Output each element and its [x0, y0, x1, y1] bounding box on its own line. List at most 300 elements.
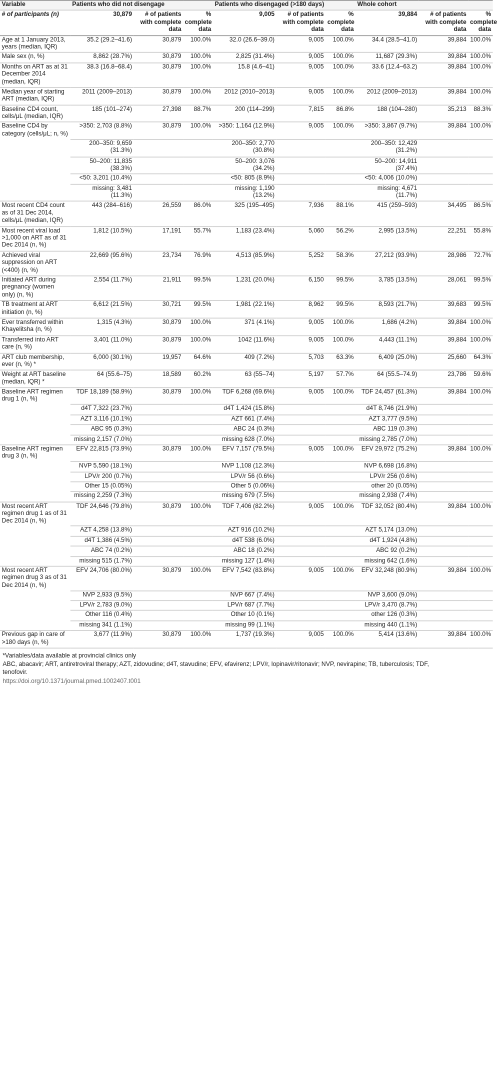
cell-complete-count: 30,879	[134, 335, 183, 352]
cell-complete-count: 35,213	[419, 105, 468, 122]
cell-complete-count: 5,252	[276, 251, 325, 276]
cell-complete-pct: 100.0%	[183, 87, 213, 104]
cell-complete-pct	[468, 472, 493, 482]
table-row	[0, 445, 493, 462]
cell-complete-count	[419, 462, 468, 472]
table-row	[0, 301, 493, 318]
cell-complete-count	[276, 611, 325, 621]
cell-complete-count: 7,815	[276, 105, 325, 122]
cell-complete-pct	[326, 482, 356, 492]
complete-label-disengaged: # of patients with complete data	[276, 10, 325, 35]
table-row	[0, 251, 493, 276]
cell-complete-pct: 100.0%	[326, 388, 356, 405]
cell-value: 15.8 (4.6–41)	[213, 63, 276, 88]
cell-complete-count: 39,884	[419, 445, 468, 462]
cell-value: EFV 32,248 (80.9%)	[356, 566, 419, 590]
cell-value: LPV/r 687 (7.7%)	[213, 601, 276, 611]
cell-value: Other 15 (0.05%)	[70, 482, 133, 492]
cell-value: 64 (55.5–74.9)	[356, 370, 419, 387]
cell-value: missing 99 (1.1%)	[213, 621, 276, 631]
cell-complete-pct	[326, 435, 356, 445]
cell-complete-count: 30,879	[134, 35, 183, 52]
cell-complete-pct	[468, 526, 493, 536]
cell-value: TDF 24,646 (79.8%)	[70, 502, 133, 526]
cell-complete-count	[419, 472, 468, 482]
table-row	[0, 405, 493, 415]
cell-complete-pct	[468, 482, 493, 492]
row-variable-label: Months on ART as at 31 December 2014 (median, IQR)	[0, 63, 70, 88]
cell-value: missing 2,259 (7.3%)	[70, 492, 133, 502]
cell-complete-count: 5,060	[276, 226, 325, 251]
cell-value: NVP 1,108 (12.3%)	[213, 462, 276, 472]
cell-value: AZT 3,777 (9.5%)	[356, 415, 419, 425]
table-row	[0, 335, 493, 352]
cell-complete-count: 21,911	[134, 276, 183, 301]
cell-value: <50: 805 (8.9%)	[213, 174, 276, 184]
cell-complete-count: 22,251	[419, 226, 468, 251]
cell-complete-count: 30,879	[134, 122, 183, 139]
table-row	[0, 353, 493, 370]
cell-complete-count: 9,005	[276, 335, 325, 352]
cell-complete-pct	[468, 435, 493, 445]
cell-value: 3,677 (11.9%)	[70, 631, 133, 648]
cell-complete-pct: 100.0%	[468, 388, 493, 405]
cell-complete-count	[134, 556, 183, 566]
cell-complete-count: 30,879	[134, 502, 183, 526]
table-row	[0, 482, 493, 492]
cell-complete-count: 30,879	[134, 445, 183, 462]
cell-complete-pct	[326, 492, 356, 502]
cell-complete-pct	[183, 415, 213, 425]
cell-complete-count	[419, 591, 468, 601]
cell-complete-count	[134, 425, 183, 435]
table-row	[0, 63, 493, 88]
cell-complete-pct: 100.0%	[468, 87, 493, 104]
cell-complete-pct	[183, 405, 213, 415]
cell-value: ABC 74 (0.2%)	[70, 546, 133, 556]
cell-value: 1,686 (4.2%)	[356, 318, 419, 335]
cell-complete-pct	[183, 611, 213, 621]
cell-complete-pct: 100.0%	[468, 445, 493, 462]
cell-complete-count	[276, 425, 325, 435]
cell-complete-pct	[183, 184, 213, 201]
row-variable-label: Transferred into ART care (n, %)	[0, 335, 70, 352]
cell-complete-count: 30,879	[134, 566, 183, 590]
cell-complete-count: 30,721	[134, 301, 183, 318]
cell-complete-pct	[183, 556, 213, 566]
row-variable-label: Median year of starting ART (median, IQR)	[0, 87, 70, 104]
cell-value: 35.2 (29.2–41.6)	[70, 35, 133, 52]
cell-complete-pct: 100.0%	[468, 502, 493, 526]
cell-value: d4T 1,386 (4.5%)	[70, 536, 133, 546]
cell-complete-pct: 100.0%	[183, 35, 213, 52]
cell-value: missing 440 (1.1%)	[356, 621, 419, 631]
cell-value: 1,981 (22.1%)	[213, 301, 276, 318]
cell-complete-pct	[326, 184, 356, 201]
cell-value: 22,669 (95.6%)	[70, 251, 133, 276]
cell-complete-pct: 100.0%	[326, 122, 356, 139]
cell-value: 2,554 (11.7%)	[70, 276, 133, 301]
table-row	[0, 139, 493, 156]
table-row	[0, 105, 493, 122]
cell-complete-pct	[468, 546, 493, 556]
cell-complete-count: 17,191	[134, 226, 183, 251]
cell-value: 200–350: 2,770 (30.8%)	[213, 139, 276, 156]
cell-value: >350: 1,164 (12.9%)	[213, 122, 276, 139]
table-row	[0, 388, 493, 405]
footnote-abbreviations: ABC, abacavir; ART, antiretroviral therapy; AZT, zidovudine; d4T, stavudine; EFV, efavirenz; LPV/r, lopinavir/ritonavir; NVP, nevirapine; TB, tuberculosis; TDF, tenofovir.	[2, 661, 429, 677]
cell-complete-pct: 63.3%	[326, 353, 356, 370]
cell-complete-pct: 100.0%	[183, 445, 213, 462]
cell-complete-count: 7,936	[276, 202, 325, 227]
cell-value: 2012 (2010–2013)	[213, 87, 276, 104]
cell-value: 185 (101–274)	[70, 105, 133, 122]
table-row	[0, 611, 493, 621]
row-variable-label: Achieved viral suppression on ART (<400) (n, %)	[0, 251, 70, 276]
row-variable-label	[0, 462, 70, 472]
cell-complete-count	[134, 184, 183, 201]
cell-value: missing: 3,481 (11.3%)	[70, 184, 133, 201]
cell-value: 443 (284–616)	[70, 202, 133, 227]
cell-value: TDF 32,052 (80.4%)	[356, 502, 419, 526]
cell-complete-pct: 99.5%	[326, 276, 356, 301]
pct-label-not-disengaged: % complete data	[183, 10, 213, 35]
cell-value: 4,513 (85.9%)	[213, 251, 276, 276]
cell-complete-pct	[468, 415, 493, 425]
cell-complete-count	[276, 405, 325, 415]
table-row	[0, 621, 493, 631]
table-row	[0, 631, 493, 648]
cell-complete-pct	[326, 601, 356, 611]
cell-complete-count	[419, 435, 468, 445]
cell-value: NVP 6,698 (16.8%)	[356, 462, 419, 472]
cell-complete-count	[134, 591, 183, 601]
table-row	[0, 566, 493, 590]
table-row	[0, 601, 493, 611]
cell-complete-count: 39,884	[419, 502, 468, 526]
cell-complete-pct: 100.0%	[468, 35, 493, 52]
cell-value: NVP 3,600 (9.0%)	[356, 591, 419, 601]
cell-value: 6,612 (21.5%)	[70, 301, 133, 318]
cell-complete-count	[134, 462, 183, 472]
cell-complete-pct	[468, 492, 493, 502]
cell-complete-pct	[468, 425, 493, 435]
cell-complete-count	[276, 556, 325, 566]
subheader-row	[0, 10, 493, 35]
cell-value: Other 10 (0.1%)	[213, 611, 276, 621]
row-variable-label: Male sex (n, %)	[0, 53, 70, 63]
cell-value: missing 515 (1.7%)	[70, 556, 133, 566]
cell-complete-count: 25,660	[419, 353, 468, 370]
cell-complete-count: 39,884	[419, 53, 468, 63]
cell-value: NVP 5,590 (18.1%)	[70, 462, 133, 472]
table-row	[0, 502, 493, 526]
cell-complete-pct	[183, 621, 213, 631]
cell-complete-count	[276, 472, 325, 482]
cell-value: EFV 7,542 (83.8%)	[213, 566, 276, 590]
cell-complete-count	[419, 492, 468, 502]
cell-complete-count	[419, 546, 468, 556]
table-body	[0, 35, 493, 648]
complete-label-not-disengaged: # of patients with complete data	[134, 10, 183, 35]
cell-complete-count: 9,005	[276, 35, 325, 52]
cell-complete-pct: 86.8%	[326, 105, 356, 122]
cell-complete-pct	[183, 472, 213, 482]
variable-header: Variable	[0, 0, 70, 10]
cell-value: missing 2,785 (7.0%)	[356, 435, 419, 445]
cell-value: 6,000 (30.1%)	[70, 353, 133, 370]
row-variable-label	[0, 184, 70, 201]
cell-complete-count	[419, 621, 468, 631]
cell-complete-count	[134, 482, 183, 492]
cell-value: d4T 7,322 (23.7%)	[70, 405, 133, 415]
cell-value: 188 (104–280)	[356, 105, 419, 122]
cell-complete-count	[276, 492, 325, 502]
group-header-row	[0, 0, 493, 10]
cell-value: 325 (195–495)	[213, 202, 276, 227]
cell-value: 6,409 (25.0%)	[356, 353, 419, 370]
cell-complete-pct	[183, 546, 213, 556]
cell-value: ABC 119 (0.3%)	[356, 425, 419, 435]
row-variable-label: TB treatment at ART initiation (n, %)	[0, 301, 70, 318]
cell-value: LPV/r 3,470 (8.7%)	[356, 601, 419, 611]
table-row	[0, 526, 493, 536]
cell-value: d4T 538 (6.0%)	[213, 536, 276, 546]
cell-complete-pct	[326, 462, 356, 472]
cell-complete-count	[134, 601, 183, 611]
cell-complete-count: 9,005	[276, 318, 325, 335]
cell-complete-count: 39,884	[419, 566, 468, 590]
row-variable-label	[0, 435, 70, 445]
row-variable-label	[0, 405, 70, 415]
cell-complete-count: 8,962	[276, 301, 325, 318]
cell-complete-pct	[468, 405, 493, 415]
cell-complete-count	[419, 415, 468, 425]
row-variable-label: Baseline CD4 count, cells/μL (median, IQR)	[0, 105, 70, 122]
cell-complete-pct	[183, 536, 213, 546]
cell-complete-count	[419, 139, 468, 156]
cell-complete-pct: 100.0%	[183, 63, 213, 88]
cell-value: 38.3 (16.8–68.4)	[70, 63, 133, 88]
cell-value: <50: 3,201 (10.4%)	[70, 174, 133, 184]
cell-value: ABC 18 (0.2%)	[213, 546, 276, 556]
cell-complete-pct: 88.3%	[468, 105, 493, 122]
cell-value: LPV/r 256 (0.6%)	[356, 472, 419, 482]
cell-complete-count	[419, 536, 468, 546]
cell-value: 415 (259–593)	[356, 202, 419, 227]
cell-complete-pct: 100.0%	[183, 502, 213, 526]
cell-complete-count	[419, 184, 468, 201]
cell-complete-count: 6,150	[276, 276, 325, 301]
row-variable-label: Baseline ART regimen drug 1 (n, %)	[1, 389, 63, 403]
cell-complete-count	[276, 157, 325, 174]
cell-complete-count: 30,879	[134, 63, 183, 88]
cell-complete-count	[134, 546, 183, 556]
cell-value: 1042 (11.6%)	[213, 335, 276, 352]
cell-complete-pct: 100.0%	[326, 445, 356, 462]
cell-complete-pct: 60.2%	[183, 370, 213, 387]
cell-complete-count: 5,703	[276, 353, 325, 370]
cell-value: 50–200: 14,911 (37.4%)	[356, 157, 419, 174]
cell-complete-pct: 100.0%	[326, 53, 356, 63]
row-variable-label: Previous gap in care of >180 days (n, %)	[0, 631, 70, 648]
cell-complete-count: 34,495	[419, 202, 468, 227]
table-row	[0, 53, 493, 63]
cell-value: ABC 24 (0.3%)	[213, 425, 276, 435]
cell-value: 50–200: 11,835 (38.3%)	[70, 157, 133, 174]
cell-complete-pct	[326, 174, 356, 184]
cell-complete-count	[134, 526, 183, 536]
cell-value: Other 116 (0.4%)	[70, 611, 133, 621]
cell-complete-pct: 100.0%	[326, 87, 356, 104]
cell-complete-count: 39,884	[419, 318, 468, 335]
cell-complete-pct	[326, 405, 356, 415]
cell-complete-count: 23,786	[419, 370, 468, 387]
cell-complete-count	[276, 184, 325, 201]
cell-complete-count	[419, 556, 468, 566]
cell-value: NVP 2,933 (9.5%)	[70, 591, 133, 601]
cell-complete-pct: 86.0%	[183, 202, 213, 227]
cell-value: TDF 24,457 (61.3%)	[356, 388, 419, 405]
footnote-asterisk: *Variables/data available at provincial clinics only	[2, 652, 137, 660]
cell-complete-pct	[183, 174, 213, 184]
row-variable-label: Most recent ART regimen drug 1 as of 31 Dec 2014 (n, %)	[1, 503, 67, 525]
cell-value: LPV/r 56 (0.6%)	[213, 472, 276, 482]
cell-value: AZT 5,174 (13.0%)	[356, 526, 419, 536]
cell-value: 63 (55–74)	[213, 370, 276, 387]
row-variable-label	[0, 621, 70, 631]
row-variable-label	[0, 492, 70, 502]
cell-complete-pct: 100.0%	[326, 566, 356, 590]
row-variable-label: Baseline ART regimen drug 3 (n, %)	[1, 446, 63, 460]
cell-complete-count: 9,005	[276, 445, 325, 462]
table-row	[0, 425, 493, 435]
cell-complete-count	[276, 536, 325, 546]
cell-value: 1,737 (19.3%)	[213, 631, 276, 648]
cell-value: missing 628 (7.0%)	[213, 435, 276, 445]
cell-value: 33.6 (12.4–63.2)	[356, 63, 419, 88]
cell-complete-pct: 76.9%	[183, 251, 213, 276]
cell-complete-pct	[468, 174, 493, 184]
cell-complete-pct: 88.7%	[183, 105, 213, 122]
cell-complete-pct	[326, 415, 356, 425]
cell-complete-pct: 100.0%	[326, 35, 356, 52]
table-row	[0, 556, 493, 566]
cell-complete-pct: 100.0%	[326, 335, 356, 352]
row-variable-label	[0, 536, 70, 546]
cell-value: AZT 4,258 (13.8%)	[70, 526, 133, 536]
cell-complete-count	[419, 601, 468, 611]
cell-value: ABC 95 (0.3%)	[70, 425, 133, 435]
participants-label: # of participants (n)	[0, 10, 70, 35]
cell-complete-count	[419, 157, 468, 174]
cell-complete-pct: 100.0%	[183, 631, 213, 648]
cell-complete-count	[419, 482, 468, 492]
cell-complete-count	[276, 482, 325, 492]
cell-value: 200 (114–299)	[213, 105, 276, 122]
cell-complete-count: 39,884	[419, 335, 468, 352]
cell-value: 2,825 (31.4%)	[213, 53, 276, 63]
cell-complete-count	[276, 415, 325, 425]
cell-complete-count: 27,398	[134, 105, 183, 122]
cell-value: EFV 22,815 (73.9%)	[70, 445, 133, 462]
cell-complete-count: 39,884	[419, 388, 468, 405]
cell-complete-count: 30,879	[134, 388, 183, 405]
cell-complete-pct	[326, 425, 356, 435]
cell-complete-count	[276, 462, 325, 472]
cell-complete-count: 9,005	[276, 566, 325, 590]
cell-complete-pct	[183, 492, 213, 502]
cell-value: missing 127 (1.4%)	[213, 556, 276, 566]
cell-value: Other 5 (0.06%)	[213, 482, 276, 492]
table-row	[0, 276, 493, 301]
cell-value: missing 679 (7.5%)	[213, 492, 276, 502]
cell-complete-pct	[468, 157, 493, 174]
cell-complete-count: 39,884	[419, 87, 468, 104]
table-row	[0, 122, 493, 139]
cell-complete-count	[134, 435, 183, 445]
cell-value: EFV 7,157 (79.5%)	[213, 445, 276, 462]
cell-complete-pct	[468, 536, 493, 546]
table-row	[0, 472, 493, 482]
cell-complete-count	[134, 415, 183, 425]
row-variable-label	[0, 472, 70, 482]
table-row	[0, 370, 493, 387]
cell-complete-pct: 58.3%	[326, 251, 356, 276]
cell-complete-pct: 72.7%	[468, 251, 493, 276]
doi-link[interactable]: https://doi.org/10.1371/journal.pmed.1002407.t001	[2, 678, 141, 685]
cell-complete-pct: 59.6%	[468, 370, 493, 387]
cell-complete-pct	[326, 157, 356, 174]
cell-complete-count: 30,879	[134, 631, 183, 648]
row-variable-label: Age at 1 January 2013, years (median, IQR)	[0, 35, 70, 52]
cell-value: AZT 661 (7.4%)	[213, 415, 276, 425]
cell-value: 4,443 (11.1%)	[356, 335, 419, 352]
cell-complete-count	[134, 492, 183, 502]
cell-value: TDF 18,189 (58.9%)	[70, 388, 133, 405]
cell-value: 2012 (2009–2013)	[356, 87, 419, 104]
group-header-disengaged: Patients who disengaged (>180 days)	[213, 0, 356, 10]
group-header-not-disengaged: Patients who did not disengage	[70, 0, 213, 10]
table-row	[0, 87, 493, 104]
cell-complete-pct: 99.5%	[183, 301, 213, 318]
cell-complete-pct: 100.0%	[468, 122, 493, 139]
complete-label-whole-cohort: # of patients with complete data	[419, 10, 468, 35]
cell-complete-pct	[183, 591, 213, 601]
cell-complete-pct	[326, 591, 356, 601]
cell-complete-pct: 100.0%	[326, 631, 356, 648]
row-variable-label	[0, 611, 70, 621]
cell-value: 32.0 (26.6–39.0)	[213, 35, 276, 52]
cell-value: 5,414 (13.6%)	[356, 631, 419, 648]
cell-complete-pct	[326, 556, 356, 566]
cell-complete-count	[134, 174, 183, 184]
cell-complete-pct: 56.2%	[326, 226, 356, 251]
row-variable-label	[0, 157, 70, 174]
cell-value: 2011 (2009–2013)	[70, 87, 133, 104]
cell-complete-count	[419, 425, 468, 435]
cell-complete-pct	[468, 601, 493, 611]
table-row	[0, 35, 493, 52]
cell-complete-count: 9,005	[276, 388, 325, 405]
cell-complete-pct	[183, 139, 213, 156]
cell-complete-pct: 100.0%	[183, 318, 213, 335]
cell-complete-pct	[183, 482, 213, 492]
cell-value: 50–200: 3,076 (34.2%)	[213, 157, 276, 174]
cell-value: 3,785 (13.5%)	[356, 276, 419, 301]
participants-count-disengaged: 9,005	[213, 10, 276, 35]
cell-value: missing 642 (1.6%)	[356, 556, 419, 566]
